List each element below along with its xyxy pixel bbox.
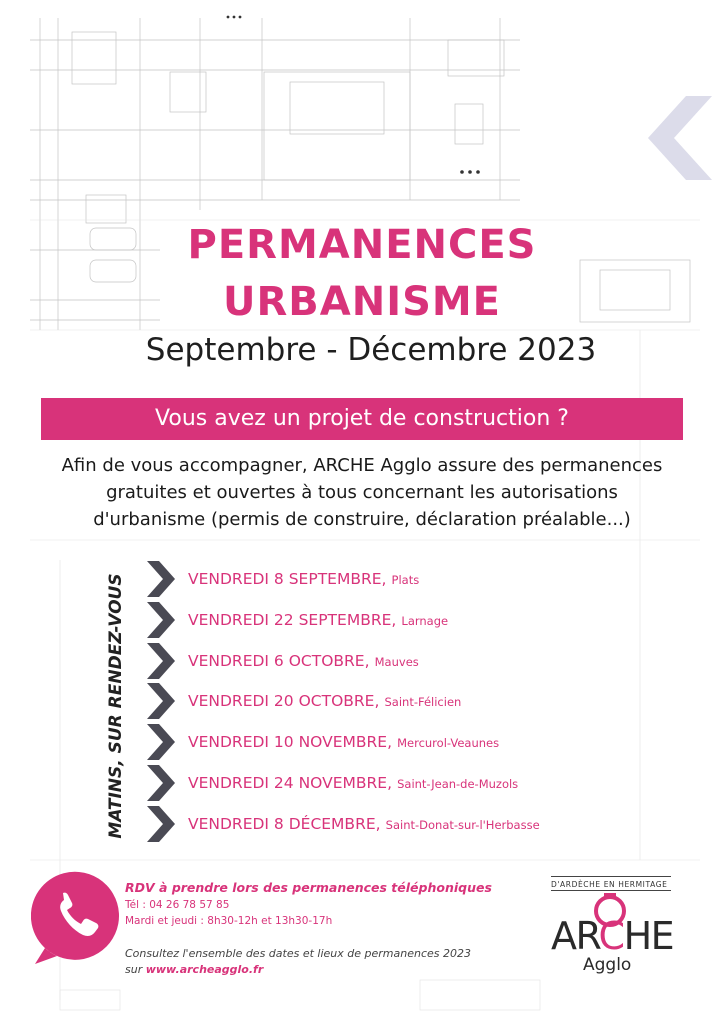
logo-word-start: AR: [551, 914, 599, 958]
intro-paragraph: [30, 452, 694, 533]
logo-sub: Agglo: [583, 955, 632, 975]
schedule-row: [145, 560, 705, 601]
schedule-place: Mauves: [374, 654, 419, 669]
schedule-row-text: [188, 651, 419, 670]
date-range-subtitle: Septembre - Décembre 2023: [145, 332, 597, 368]
consult-line: Consultez l'ensemble des dates et lieux de permanences 2023: [125, 947, 471, 960]
schedule-row: [145, 642, 705, 683]
schedule-list: [145, 560, 705, 846]
title-line-2: URBANISME: [222, 279, 502, 325]
phone-number: Tél : 04 26 78 57 85: [125, 899, 230, 911]
schedule-place: Saint-Donat-sur-l'Herbasse: [385, 817, 540, 832]
schedule-place: Plats: [391, 573, 420, 587]
schedule-day: VENDREDI 8 DÉCEMBRE,: [188, 814, 381, 833]
title-line-1: PERMANENCES: [187, 222, 537, 268]
logo-tagline: D'ARDÈCHE EN HERMITAGE: [551, 880, 668, 889]
schedule-day: VENDREDI 20 OCTOBRE,: [188, 692, 380, 711]
schedule-day: VENDREDI 10 NOVEMBRE,: [188, 733, 392, 752]
chevron-right-icon: [145, 683, 175, 719]
schedule-row: [145, 805, 705, 846]
schedule-row-text: [188, 691, 461, 710]
schedule-day: VENDREDI 8 SEPTEMBRE,: [188, 570, 387, 588]
chevron-right-icon: [145, 561, 175, 597]
appointment-vertical-label: [98, 556, 134, 856]
schedule-row-text: [188, 610, 448, 629]
consult-prefix: sur: [125, 963, 143, 976]
phone-icon: [31, 868, 127, 968]
phone-hours: Mardi et jeudi : 8h30-12h et 13h30-17h: [125, 915, 333, 927]
schedule-row-text: [188, 569, 419, 588]
schedule-row: [145, 723, 705, 764]
chevron-right-icon: [145, 602, 175, 638]
rdv-title: RDV à prendre lors des permanences téléphoniques: [125, 880, 492, 895]
schedule-place: Saint-Jean-de-Muzols: [397, 776, 519, 791]
appointment-label-text: MATINS, SUR RENDEZ-VOUS: [106, 573, 126, 839]
chevron-left-icon: [648, 96, 712, 180]
schedule-place: Larnage: [401, 613, 449, 628]
schedule-row: [145, 601, 705, 642]
logo-word-end: HE: [623, 914, 674, 958]
schedule-place: Saint-Félicien: [384, 695, 462, 710]
consult-text: [125, 946, 471, 978]
chevron-right-icon: [145, 765, 175, 801]
schedule-row-text: [188, 814, 540, 833]
intro-line: d'urbanisme (permis de construire, déclaration préalable...): [93, 509, 631, 530]
logo-divider: [551, 876, 671, 877]
project-question-band: Vous avez un projet de construction ?: [41, 398, 683, 440]
logo-divider: [551, 890, 671, 891]
schedule-day: VENDREDI 24 NOVEMBRE,: [188, 773, 392, 792]
logo-wordmark: [551, 914, 673, 958]
chevron-right-icon: [145, 724, 175, 760]
logo-word-accent: C: [598, 914, 624, 958]
intro-line: gratuites et ouvertes à tous concernant les autorisations: [106, 482, 618, 503]
website-link[interactable]: www.archeagglo.fr: [145, 963, 264, 976]
schedule-row: [145, 682, 705, 723]
schedule-row-text: [188, 773, 518, 792]
intro-line: Afin de vous accompagner, ARCHE Agglo assure des permanences: [61, 455, 663, 476]
schedule-day: VENDREDI 22 SEPTEMBRE,: [188, 610, 397, 629]
schedule-day: VENDREDI 6 OCTOBRE,: [188, 651, 370, 670]
schedule-row: [145, 764, 705, 805]
chevron-right-icon: [145, 643, 175, 679]
schedule-place: Mercurol-Veaunes: [397, 736, 500, 751]
schedule-row-text: [188, 732, 499, 751]
chevron-right-icon: [145, 806, 175, 842]
